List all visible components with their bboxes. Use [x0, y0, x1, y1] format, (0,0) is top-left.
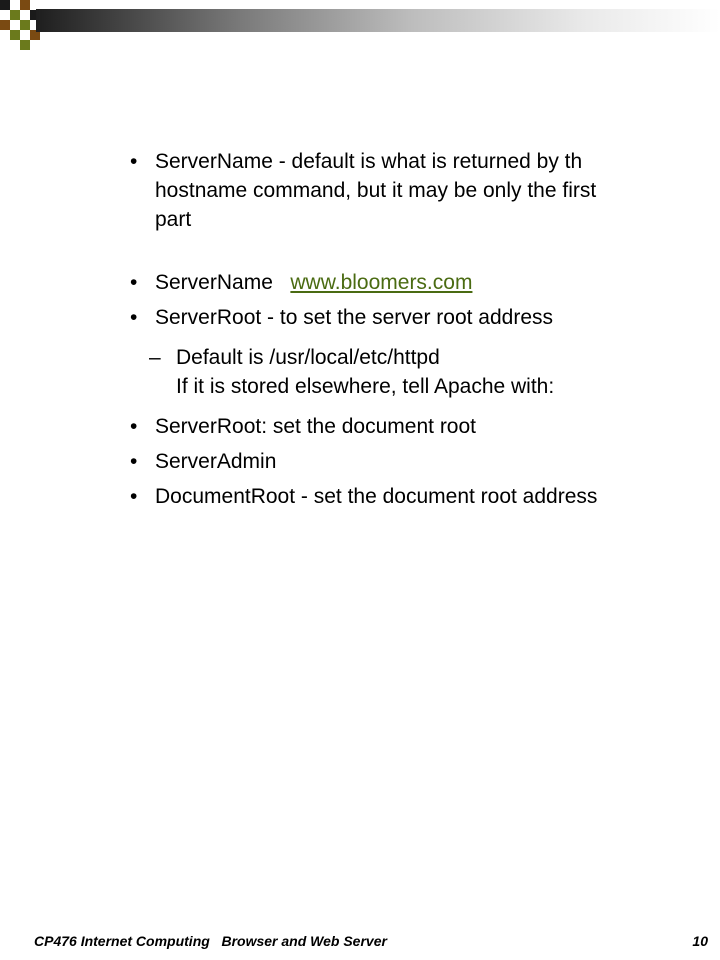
bullet-text: ServerAdmin — [155, 450, 277, 473]
deco-square — [0, 20, 10, 30]
dash-icon: – — [149, 346, 161, 369]
bullet-icon: • — [130, 450, 138, 473]
deco-square — [0, 0, 10, 10]
header-gradient-bar — [36, 9, 720, 32]
bullet-serverroot-docroot — [130, 412, 630, 441]
sub-line: Default is /usr/local/etc/httpd — [176, 346, 440, 369]
page-number: 10 — [692, 933, 708, 949]
bullet-serverroot — [130, 303, 630, 332]
sub-line: If it is stored elsewhere, tell Apache with: — [176, 375, 555, 398]
bullet-icon: • — [130, 415, 138, 438]
bullet-servername-example — [130, 268, 630, 297]
deco-square — [20, 20, 30, 30]
deco-square — [20, 0, 30, 10]
deco-square — [10, 10, 20, 20]
bullet-text: ServerRoot - to set the server root address — [155, 306, 554, 329]
bullet-icon: • — [130, 485, 138, 508]
bullet-servername-default — [130, 147, 630, 234]
bullet-icon: • — [130, 306, 138, 329]
slide-footer — [34, 933, 710, 949]
sub-item-default-path — [105, 343, 630, 401]
bullet-icon: • — [130, 271, 138, 294]
deco-square — [10, 30, 20, 40]
slide-body — [130, 147, 630, 511]
bullet-serveradmin — [130, 447, 630, 476]
deco-square — [20, 40, 30, 50]
bullet-text: ServerRoot: set the document root — [155, 415, 476, 438]
bullet-icon: • — [130, 150, 138, 173]
bullet-documentroot — [130, 482, 630, 511]
bloomers-link[interactable]: www.bloomers.com — [290, 271, 473, 294]
bullet-label: ServerName — [155, 271, 273, 294]
bullet-text: ServerName - default is what is returned by th hostname command, but it may be only the first part — [155, 150, 597, 231]
footer-title: CP476 Internet Computing Browser and Web Server — [34, 933, 387, 949]
bullet-text: DocumentRoot - set the document root address — [155, 485, 598, 508]
